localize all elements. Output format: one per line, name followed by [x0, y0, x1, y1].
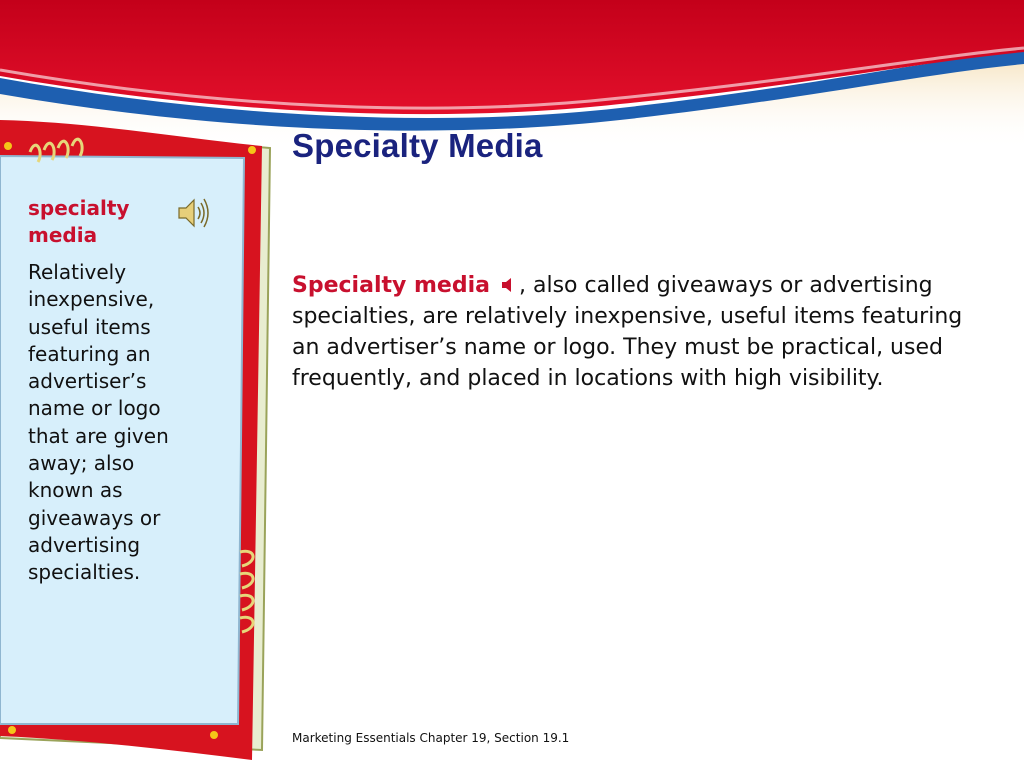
highlighted-term: Specialty media	[292, 273, 490, 298]
main-paragraph	[292, 270, 992, 394]
slide-title: Specialty Media	[292, 127, 543, 164]
glossary-definition: Relatively inexpensive, useful items featuring an advertiser’s name or logo that are given away; also known as giveaways or advertising specialties.	[28, 260, 169, 585]
slide-footer: Marketing Essentials Chapter 19, Section 19.1	[292, 731, 570, 745]
glossary-panel	[28, 195, 203, 587]
speaker-small-icon[interactable]	[499, 276, 519, 294]
glossary-term: specialty media	[28, 196, 130, 247]
speaker-icon[interactable]	[176, 196, 212, 230]
paragraph-text: , also called giveaways or advertising specialties, are relatively inexpensive, useful items featuring an advertiser’s name or logo. They must be practical, used frequently, and placed in locations with high visibility.	[292, 273, 963, 391]
